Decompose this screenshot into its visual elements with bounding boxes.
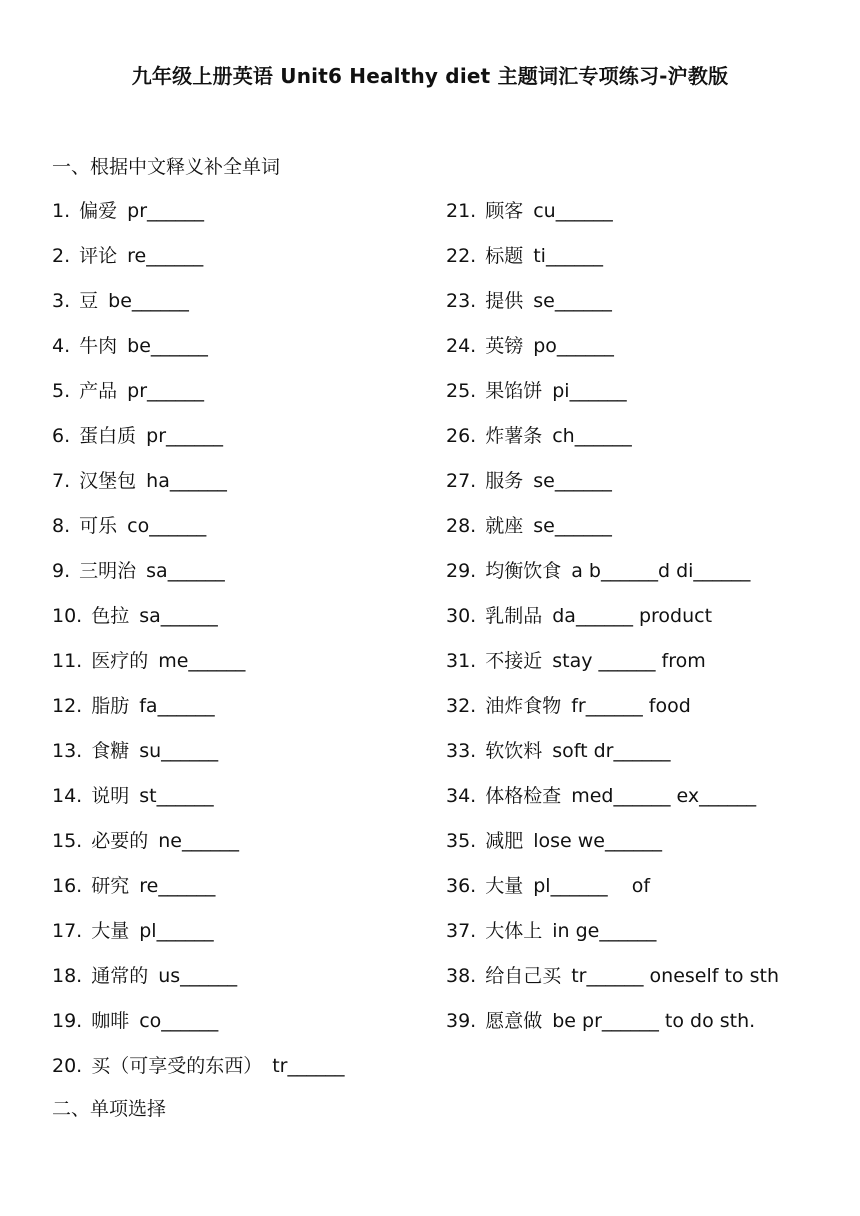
word-item	[446, 1008, 779, 1053]
item-number: 10.	[52, 605, 83, 627]
chinese-meaning: 果馅饼	[485, 380, 543, 402]
chinese-meaning: 标题	[485, 245, 524, 267]
chinese-meaning: 服务	[485, 470, 524, 492]
english-blank: fa______	[139, 695, 215, 717]
english-blank: su______	[139, 740, 219, 762]
word-item	[446, 738, 779, 783]
english-blank: pr______	[146, 425, 224, 447]
word-item	[52, 468, 345, 513]
item-number: 16.	[52, 875, 83, 897]
item-number: 26.	[446, 425, 477, 447]
item-number: 21.	[446, 200, 477, 222]
chinese-meaning: 大体上	[485, 920, 543, 942]
item-number: 2.	[52, 245, 71, 267]
item-number: 31.	[446, 650, 477, 672]
word-item	[446, 198, 779, 243]
english-blank: po______	[533, 335, 614, 357]
english-blank: co______	[127, 515, 207, 537]
english-blank: fr______ food	[571, 695, 691, 717]
chinese-meaning: 炸薯条	[485, 425, 543, 447]
item-number: 12.	[52, 695, 83, 717]
chinese-meaning: 就座	[485, 515, 524, 537]
word-item	[446, 693, 779, 738]
chinese-meaning: 三明治	[79, 560, 137, 582]
english-blank: co______	[139, 1010, 219, 1032]
chinese-meaning: 评论	[79, 245, 118, 267]
item-number: 25.	[446, 380, 477, 402]
item-number: 29.	[446, 560, 477, 582]
english-blank: sa______	[146, 560, 225, 582]
chinese-meaning: 牛肉	[79, 335, 118, 357]
word-item	[52, 603, 345, 648]
word-item	[446, 378, 779, 423]
item-number: 35.	[446, 830, 477, 852]
word-item	[446, 873, 779, 918]
item-number: 34.	[446, 785, 477, 807]
word-item	[52, 1053, 345, 1098]
word-item	[446, 648, 779, 693]
chinese-meaning: 产品	[79, 380, 118, 402]
english-blank: pi______	[552, 380, 627, 402]
chinese-meaning: 食糖	[91, 740, 130, 762]
item-number: 30.	[446, 605, 477, 627]
chinese-meaning: 均衡饮食	[485, 560, 562, 582]
section-heading-fill-words: 一、根据中文释义补全单词	[52, 156, 281, 178]
item-number: 7.	[52, 470, 71, 492]
item-number: 23.	[446, 290, 477, 312]
word-item	[52, 513, 345, 558]
word-item	[52, 738, 345, 783]
item-number: 6.	[52, 425, 71, 447]
item-number: 17.	[52, 920, 83, 942]
english-blank: pr______	[127, 380, 205, 402]
word-item	[52, 198, 345, 243]
word-item	[52, 378, 345, 423]
english-blank: tr______ oneself to sth	[571, 965, 779, 987]
word-item	[52, 423, 345, 468]
english-blank: st______	[139, 785, 214, 807]
item-number: 5.	[52, 380, 71, 402]
english-blank: pl______	[139, 920, 214, 942]
chinese-meaning: 大量	[485, 875, 524, 897]
word-item	[446, 963, 779, 1008]
word-item	[446, 468, 779, 513]
item-number: 4.	[52, 335, 71, 357]
item-number: 19.	[52, 1010, 83, 1032]
chinese-meaning: 医疗的	[91, 650, 149, 672]
chinese-meaning: 给自己买	[485, 965, 562, 987]
english-blank: cu______	[533, 200, 613, 222]
chinese-meaning: 体格检查	[485, 785, 562, 807]
chinese-meaning: 说明	[91, 785, 130, 807]
item-number: 27.	[446, 470, 477, 492]
item-number: 32.	[446, 695, 477, 717]
item-number: 3.	[52, 290, 71, 312]
english-blank: med______ ex______	[571, 785, 757, 807]
item-number: 20.	[52, 1055, 83, 1077]
word-item	[446, 423, 779, 468]
chinese-meaning: 研究	[91, 875, 130, 897]
word-item	[52, 558, 345, 603]
item-number: 18.	[52, 965, 83, 987]
chinese-meaning: 可乐	[79, 515, 118, 537]
english-blank: ha______	[146, 470, 227, 492]
chinese-meaning: 买（可享受的东西）	[91, 1055, 263, 1077]
chinese-meaning: 豆	[79, 290, 99, 312]
chinese-meaning: 愿意做	[485, 1010, 543, 1032]
word-item	[52, 1008, 345, 1053]
english-blank: me______	[158, 650, 246, 672]
english-blank: re______	[127, 245, 204, 267]
chinese-meaning: 偏爱	[79, 200, 118, 222]
item-number: 28.	[446, 515, 477, 537]
word-item	[446, 783, 779, 828]
english-blank: sa______	[139, 605, 218, 627]
word-item	[446, 243, 779, 288]
chinese-meaning: 色拉	[91, 605, 130, 627]
english-blank: be______	[108, 290, 189, 312]
english-blank: ne______	[158, 830, 239, 852]
item-number: 13.	[52, 740, 83, 762]
word-item	[446, 333, 779, 378]
word-item	[52, 963, 345, 1008]
chinese-meaning: 蛋白质	[79, 425, 137, 447]
word-item	[52, 873, 345, 918]
word-item	[446, 288, 779, 333]
item-number: 37.	[446, 920, 477, 942]
chinese-meaning: 油炸食物	[485, 695, 562, 717]
chinese-meaning: 提供	[485, 290, 524, 312]
word-item	[52, 828, 345, 873]
word-item	[446, 918, 779, 963]
item-number: 39.	[446, 1010, 477, 1032]
english-blank: be______	[127, 335, 208, 357]
item-number: 15.	[52, 830, 83, 852]
chinese-meaning: 脂肪	[91, 695, 130, 717]
word-item	[52, 918, 345, 963]
item-number: 33.	[446, 740, 477, 762]
english-blank: tr______	[272, 1055, 345, 1077]
page-title: 九年级上册英语 Unit6 Healthy diet 主题词汇专项练习-沪教版	[131, 64, 729, 88]
english-blank: se______	[533, 290, 612, 312]
english-blank: ti______	[533, 245, 603, 267]
item-number: 36.	[446, 875, 477, 897]
chinese-meaning: 软饮料	[485, 740, 543, 762]
english-blank: lose we______	[533, 830, 662, 852]
section-heading-multiple-choice: 二、单项选择	[52, 1098, 167, 1120]
word-item	[52, 783, 345, 828]
word-item	[446, 558, 779, 603]
word-item	[446, 513, 779, 558]
chinese-meaning: 不接近	[485, 650, 543, 672]
english-blank: ch______	[552, 425, 632, 447]
english-blank: soft dr______	[552, 740, 671, 762]
english-blank: da______ product	[552, 605, 713, 627]
item-number: 1.	[52, 200, 71, 222]
word-item	[52, 243, 345, 288]
word-item	[446, 828, 779, 873]
item-number: 22.	[446, 245, 477, 267]
chinese-meaning: 英镑	[485, 335, 524, 357]
word-item	[52, 693, 345, 738]
item-number: 14.	[52, 785, 83, 807]
item-number: 11.	[52, 650, 83, 672]
item-number: 24.	[446, 335, 477, 357]
english-blank: a b______d di______	[571, 560, 751, 582]
english-blank: us______	[158, 965, 238, 987]
english-blank: in ge______	[552, 920, 657, 942]
english-blank: se______	[533, 470, 612, 492]
chinese-meaning: 通常的	[91, 965, 149, 987]
item-number: 38.	[446, 965, 477, 987]
english-blank: se______	[533, 515, 612, 537]
english-blank: pl______ of	[533, 875, 651, 897]
word-list-right-column	[446, 198, 779, 1053]
english-blank: re______	[139, 875, 216, 897]
word-item	[52, 333, 345, 378]
english-blank: pr______	[127, 200, 205, 222]
chinese-meaning: 减肥	[485, 830, 524, 852]
item-number: 9.	[52, 560, 71, 582]
english-blank: be pr______ to do sth.	[552, 1010, 756, 1032]
chinese-meaning: 乳制品	[485, 605, 543, 627]
chinese-meaning: 咖啡	[91, 1010, 130, 1032]
chinese-meaning: 汉堡包	[79, 470, 137, 492]
word-list-left-column	[52, 198, 345, 1098]
word-item	[52, 288, 345, 333]
chinese-meaning: 顾客	[485, 200, 524, 222]
word-item	[52, 648, 345, 693]
chinese-meaning: 必要的	[91, 830, 149, 852]
chinese-meaning: 大量	[91, 920, 130, 942]
english-blank: stay ______ from	[552, 650, 706, 672]
item-number: 8.	[52, 515, 71, 537]
word-item	[446, 603, 779, 648]
